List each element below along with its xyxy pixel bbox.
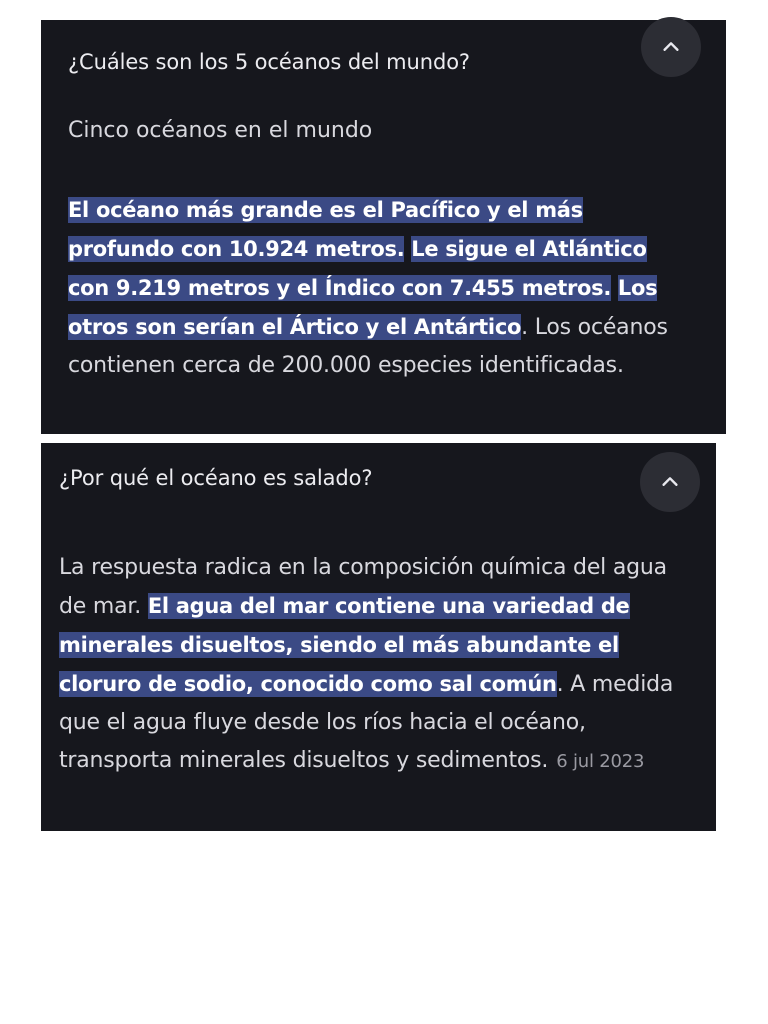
highlighted-text: Los otros son serían el Ártico y el Antártico	[68, 276, 658, 339]
faq-question[interactable]: ¿Por qué el océano es salado?	[59, 466, 373, 490]
answer-tail-text: . Los océanos contienen cerca de 200.000 especies identificadas.	[68, 315, 668, 378]
highlighted-text: El agua del mar contiene una variedad de minerales disueltos, siendo el más abundante el cloruro de sodio, conocido como sal común	[59, 594, 630, 696]
chevron-up-icon	[660, 36, 682, 58]
answer-tail-text: . A medida que el agua fluye desde los ríos hacia el océano, transporta minerales disueltos y sedimentos.	[59, 672, 674, 773]
answer-subtitle: Cinco océanos en el mundo	[68, 118, 373, 143]
faq-card-salty-ocean	[41, 443, 716, 831]
chevron-up-icon	[659, 471, 681, 493]
highlighted-text: Le sigue el Atlántico con 9.219 metros y el Índico con 7.455 metros.	[68, 237, 647, 300]
answer-lead-text: La respuesta radica en la composición química del agua de mar.	[59, 555, 667, 619]
highlighted-text: El océano más grande es el Pacífico y el más profundo con 10.924 metros.	[68, 198, 583, 261]
faq-question[interactable]: ¿Cuáles son los 5 océanos del mundo?	[68, 50, 470, 74]
faq-card-oceans	[41, 20, 726, 434]
collapse-toggle-button[interactable]	[640, 452, 700, 512]
collapse-toggle-button[interactable]	[641, 17, 701, 77]
answer-text	[68, 191, 693, 385]
text-separator	[611, 276, 618, 301]
answer-text	[59, 549, 699, 781]
answer-date: 6 jul 2023	[556, 751, 645, 772]
